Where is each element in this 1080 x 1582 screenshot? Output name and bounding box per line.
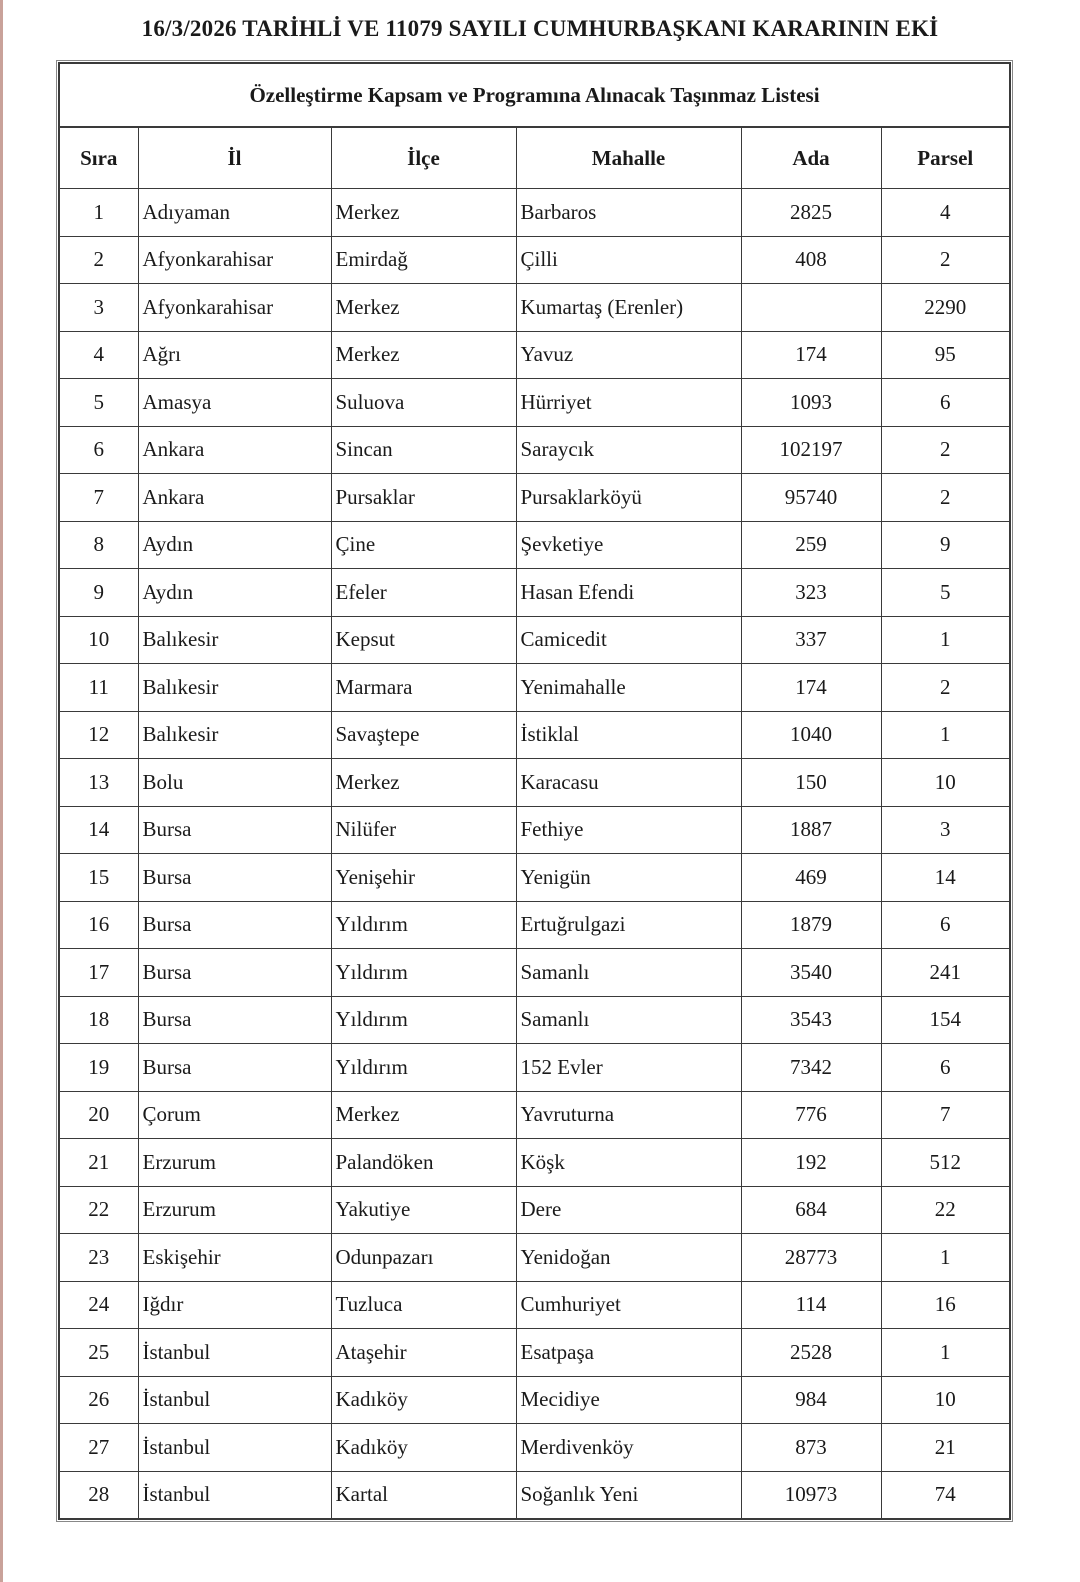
cell-ada: 1879 bbox=[741, 901, 881, 949]
cell-mahalle: İstiklal bbox=[516, 711, 741, 759]
cell-mahalle: Hürriyet bbox=[516, 379, 741, 427]
cell-il: Amasya bbox=[138, 379, 331, 427]
table-row bbox=[60, 1329, 1009, 1377]
cell-parsel: 1 bbox=[881, 711, 1009, 759]
document-title: 16/3/2026 TARİHLİ VE 11079 SAYILI CUMHURBAŞKANI KARARININ EKİ bbox=[141, 16, 939, 41]
table-row bbox=[60, 1044, 1009, 1092]
table-row bbox=[60, 854, 1009, 902]
cell-ada: 10973 bbox=[741, 1471, 881, 1518]
cell-il: Afyonkarahisar bbox=[138, 236, 331, 284]
table-row bbox=[60, 996, 1009, 1044]
cell-parsel: 74 bbox=[881, 1471, 1009, 1518]
cell-ada: 174 bbox=[741, 664, 881, 712]
cell-mahalle: 152 Evler bbox=[516, 1044, 741, 1092]
cell-il: Aydın bbox=[138, 569, 331, 617]
cell-il: Aydın bbox=[138, 521, 331, 569]
cell-il: Bursa bbox=[138, 996, 331, 1044]
cell-ilce: Yakutiye bbox=[331, 1186, 516, 1234]
cell-il: İstanbul bbox=[138, 1471, 331, 1518]
cell-ilce: Merkez bbox=[331, 1091, 516, 1139]
table-header-row bbox=[60, 128, 1009, 189]
cell-ada: 337 bbox=[741, 616, 881, 664]
cell-ada: 114 bbox=[741, 1281, 881, 1329]
table-row bbox=[60, 1471, 1009, 1518]
cell-sira: 28 bbox=[60, 1471, 138, 1518]
cell-parsel: 4 bbox=[881, 189, 1009, 237]
cell-ilce: Ataşehir bbox=[331, 1329, 516, 1377]
cell-parsel: 2 bbox=[881, 474, 1009, 522]
cell-ada: 469 bbox=[741, 854, 881, 902]
cell-ada bbox=[741, 284, 881, 332]
cell-mahalle: Köşk bbox=[516, 1139, 741, 1187]
cell-il: İstanbul bbox=[138, 1424, 331, 1472]
cell-sira: 24 bbox=[60, 1281, 138, 1329]
cell-ada: 259 bbox=[741, 521, 881, 569]
cell-sira: 8 bbox=[60, 521, 138, 569]
cell-mahalle: Saraycık bbox=[516, 426, 741, 474]
cell-parsel: 154 bbox=[881, 996, 1009, 1044]
table-row bbox=[60, 1234, 1009, 1282]
cell-ada: 1093 bbox=[741, 379, 881, 427]
table-row bbox=[60, 1376, 1009, 1424]
cell-ada: 150 bbox=[741, 759, 881, 807]
cell-ada: 102197 bbox=[741, 426, 881, 474]
cell-sira: 1 bbox=[60, 189, 138, 237]
cell-ada: 2825 bbox=[741, 189, 881, 237]
cell-ilce: Çine bbox=[331, 521, 516, 569]
cell-ilce: Emirdağ bbox=[331, 236, 516, 284]
cell-sira: 2 bbox=[60, 236, 138, 284]
cell-sira: 12 bbox=[60, 711, 138, 759]
cell-il: Bursa bbox=[138, 949, 331, 997]
table-row bbox=[60, 284, 1009, 332]
cell-ilce: Efeler bbox=[331, 569, 516, 617]
cell-sira: 14 bbox=[60, 806, 138, 854]
cell-ilce: Merkez bbox=[331, 759, 516, 807]
property-table bbox=[60, 128, 1009, 1518]
cell-il: Balıkesir bbox=[138, 616, 331, 664]
cell-sira: 26 bbox=[60, 1376, 138, 1424]
cell-parsel: 6 bbox=[881, 1044, 1009, 1092]
table-row bbox=[60, 379, 1009, 427]
cell-sira: 9 bbox=[60, 569, 138, 617]
cell-mahalle: Fethiye bbox=[516, 806, 741, 854]
cell-ilce: Yıldırım bbox=[331, 996, 516, 1044]
cell-il: İstanbul bbox=[138, 1376, 331, 1424]
cell-parsel: 2 bbox=[881, 236, 1009, 284]
table-row bbox=[60, 426, 1009, 474]
cell-parsel: 2290 bbox=[881, 284, 1009, 332]
cell-sira: 16 bbox=[60, 901, 138, 949]
cell-ilce: Yıldırım bbox=[331, 949, 516, 997]
cell-ilce: Tuzluca bbox=[331, 1281, 516, 1329]
cell-il: Ağrı bbox=[138, 331, 331, 379]
cell-parsel: 7 bbox=[881, 1091, 1009, 1139]
cell-parsel: 1 bbox=[881, 1234, 1009, 1282]
cell-mahalle: Çilli bbox=[516, 236, 741, 284]
table-row bbox=[60, 711, 1009, 759]
cell-parsel: 1 bbox=[881, 1329, 1009, 1377]
table-row bbox=[60, 189, 1009, 237]
cell-ilce: Sincan bbox=[331, 426, 516, 474]
cell-parsel: 512 bbox=[881, 1139, 1009, 1187]
table-body bbox=[60, 189, 1009, 1519]
cell-il: Bursa bbox=[138, 901, 331, 949]
cell-ilce: Savaştepe bbox=[331, 711, 516, 759]
table-row bbox=[60, 616, 1009, 664]
table-row bbox=[60, 1139, 1009, 1187]
cell-parsel: 2 bbox=[881, 426, 1009, 474]
cell-sira: 27 bbox=[60, 1424, 138, 1472]
cell-ilce: Kadıköy bbox=[331, 1376, 516, 1424]
cell-parsel: 10 bbox=[881, 759, 1009, 807]
cell-parsel: 2 bbox=[881, 664, 1009, 712]
cell-sira: 4 bbox=[60, 331, 138, 379]
cell-parsel: 14 bbox=[881, 854, 1009, 902]
cell-ilce: Yıldırım bbox=[331, 1044, 516, 1092]
table-row bbox=[60, 949, 1009, 997]
cell-ada: 408 bbox=[741, 236, 881, 284]
cell-il: Ankara bbox=[138, 426, 331, 474]
table-row bbox=[60, 664, 1009, 712]
cell-mahalle: Mecidiye bbox=[516, 1376, 741, 1424]
cell-il: Çorum bbox=[138, 1091, 331, 1139]
cell-ada: 7342 bbox=[741, 1044, 881, 1092]
table-caption: Özelleştirme Kapsam ve Programına Alınacak Taşınmaz Listesi bbox=[60, 64, 1009, 128]
cell-ada: 684 bbox=[741, 1186, 881, 1234]
cell-ada: 1887 bbox=[741, 806, 881, 854]
cell-mahalle: Yavuz bbox=[516, 331, 741, 379]
cell-il: Bursa bbox=[138, 854, 331, 902]
cell-il: Adıyaman bbox=[138, 189, 331, 237]
table-row bbox=[60, 759, 1009, 807]
table-row bbox=[60, 474, 1009, 522]
cell-sira: 13 bbox=[60, 759, 138, 807]
header-il: İl bbox=[138, 128, 331, 189]
cell-parsel: 6 bbox=[881, 901, 1009, 949]
cell-ilce: Merkez bbox=[331, 331, 516, 379]
cell-ilce: Suluova bbox=[331, 379, 516, 427]
cell-mahalle: Yenidoğan bbox=[516, 1234, 741, 1282]
table-row bbox=[60, 1091, 1009, 1139]
cell-sira: 17 bbox=[60, 949, 138, 997]
cell-parsel: 22 bbox=[881, 1186, 1009, 1234]
cell-ada: 3543 bbox=[741, 996, 881, 1044]
cell-ada: 28773 bbox=[741, 1234, 881, 1282]
cell-sira: 11 bbox=[60, 664, 138, 712]
cell-ada: 776 bbox=[741, 1091, 881, 1139]
cell-mahalle: Samanlı bbox=[516, 996, 741, 1044]
cell-ilce: Kadıköy bbox=[331, 1424, 516, 1472]
cell-ilce: Merkez bbox=[331, 284, 516, 332]
cell-ilce: Nilüfer bbox=[331, 806, 516, 854]
cell-il: Bursa bbox=[138, 1044, 331, 1092]
page-edge bbox=[0, 0, 3, 1582]
cell-ilce: Pursaklar bbox=[331, 474, 516, 522]
cell-ilce: Odunpazarı bbox=[331, 1234, 516, 1282]
cell-ada: 984 bbox=[741, 1376, 881, 1424]
property-list-sheet bbox=[58, 62, 1011, 1520]
cell-parsel: 10 bbox=[881, 1376, 1009, 1424]
cell-mahalle: Şevketiye bbox=[516, 521, 741, 569]
cell-ada: 95740 bbox=[741, 474, 881, 522]
cell-il: Erzurum bbox=[138, 1186, 331, 1234]
cell-ilce: Yıldırım bbox=[331, 901, 516, 949]
cell-il: Eskişehir bbox=[138, 1234, 331, 1282]
header-sira: Sıra bbox=[60, 128, 138, 189]
cell-sira: 6 bbox=[60, 426, 138, 474]
cell-sira: 19 bbox=[60, 1044, 138, 1092]
table-row bbox=[60, 901, 1009, 949]
cell-ilce: Kartal bbox=[331, 1471, 516, 1518]
cell-mahalle: Esatpaşa bbox=[516, 1329, 741, 1377]
cell-mahalle: Barbaros bbox=[516, 189, 741, 237]
cell-mahalle: Yenimahalle bbox=[516, 664, 741, 712]
cell-mahalle: Dere bbox=[516, 1186, 741, 1234]
header-parsel: Parsel bbox=[881, 128, 1009, 189]
cell-ada: 1040 bbox=[741, 711, 881, 759]
cell-mahalle: Hasan Efendi bbox=[516, 569, 741, 617]
cell-sira: 20 bbox=[60, 1091, 138, 1139]
table-row bbox=[60, 236, 1009, 284]
table-row bbox=[60, 1281, 1009, 1329]
table-row bbox=[60, 1186, 1009, 1234]
header-mahalle: Mahalle bbox=[516, 128, 741, 189]
cell-il: Balıkesir bbox=[138, 711, 331, 759]
cell-sira: 5 bbox=[60, 379, 138, 427]
cell-il: İstanbul bbox=[138, 1329, 331, 1377]
cell-mahalle: Karacasu bbox=[516, 759, 741, 807]
cell-sira: 25 bbox=[60, 1329, 138, 1377]
cell-ada: 192 bbox=[741, 1139, 881, 1187]
cell-ilce: Kepsut bbox=[331, 616, 516, 664]
cell-parsel: 9 bbox=[881, 521, 1009, 569]
cell-il: Bursa bbox=[138, 806, 331, 854]
cell-parsel: 95 bbox=[881, 331, 1009, 379]
cell-ada: 3540 bbox=[741, 949, 881, 997]
cell-ilce: Yenişehir bbox=[331, 854, 516, 902]
cell-mahalle: Yavruturna bbox=[516, 1091, 741, 1139]
table-row bbox=[60, 521, 1009, 569]
cell-parsel: 3 bbox=[881, 806, 1009, 854]
table-row bbox=[60, 1424, 1009, 1472]
cell-parsel: 16 bbox=[881, 1281, 1009, 1329]
cell-mahalle: Ertuğrulgazi bbox=[516, 901, 741, 949]
cell-sira: 23 bbox=[60, 1234, 138, 1282]
cell-sira: 3 bbox=[60, 284, 138, 332]
cell-il: Bolu bbox=[138, 759, 331, 807]
cell-mahalle: Camicedit bbox=[516, 616, 741, 664]
cell-il: Ankara bbox=[138, 474, 331, 522]
header-ilce: İlçe bbox=[331, 128, 516, 189]
cell-parsel: 5 bbox=[881, 569, 1009, 617]
cell-sira: 7 bbox=[60, 474, 138, 522]
table-row bbox=[60, 331, 1009, 379]
cell-ada: 323 bbox=[741, 569, 881, 617]
cell-il: Balıkesir bbox=[138, 664, 331, 712]
cell-ilce: Merkez bbox=[331, 189, 516, 237]
cell-parsel: 1 bbox=[881, 616, 1009, 664]
cell-sira: 21 bbox=[60, 1139, 138, 1187]
cell-sira: 15 bbox=[60, 854, 138, 902]
header-ada: Ada bbox=[741, 128, 881, 189]
cell-parsel: 21 bbox=[881, 1424, 1009, 1472]
cell-il: Iğdır bbox=[138, 1281, 331, 1329]
cell-mahalle: Yenigün bbox=[516, 854, 741, 902]
cell-parsel: 241 bbox=[881, 949, 1009, 997]
table-row bbox=[60, 569, 1009, 617]
cell-mahalle: Cumhuriyet bbox=[516, 1281, 741, 1329]
cell-ilce: Palandöken bbox=[331, 1139, 516, 1187]
cell-il: Erzurum bbox=[138, 1139, 331, 1187]
cell-mahalle: Merdivenköy bbox=[516, 1424, 741, 1472]
cell-ilce: Marmara bbox=[331, 664, 516, 712]
cell-mahalle: Samanlı bbox=[516, 949, 741, 997]
cell-mahalle: Kumartaş (Erenler) bbox=[516, 284, 741, 332]
cell-mahalle: Soğanlık Yeni bbox=[516, 1471, 741, 1518]
cell-sira: 18 bbox=[60, 996, 138, 1044]
cell-parsel: 6 bbox=[881, 379, 1009, 427]
cell-sira: 22 bbox=[60, 1186, 138, 1234]
table-row bbox=[60, 806, 1009, 854]
cell-ada: 2528 bbox=[741, 1329, 881, 1377]
cell-il: Afyonkarahisar bbox=[138, 284, 331, 332]
cell-mahalle: Pursaklarköyü bbox=[516, 474, 741, 522]
cell-sira: 10 bbox=[60, 616, 138, 664]
cell-ada: 174 bbox=[741, 331, 881, 379]
cell-ada: 873 bbox=[741, 1424, 881, 1472]
